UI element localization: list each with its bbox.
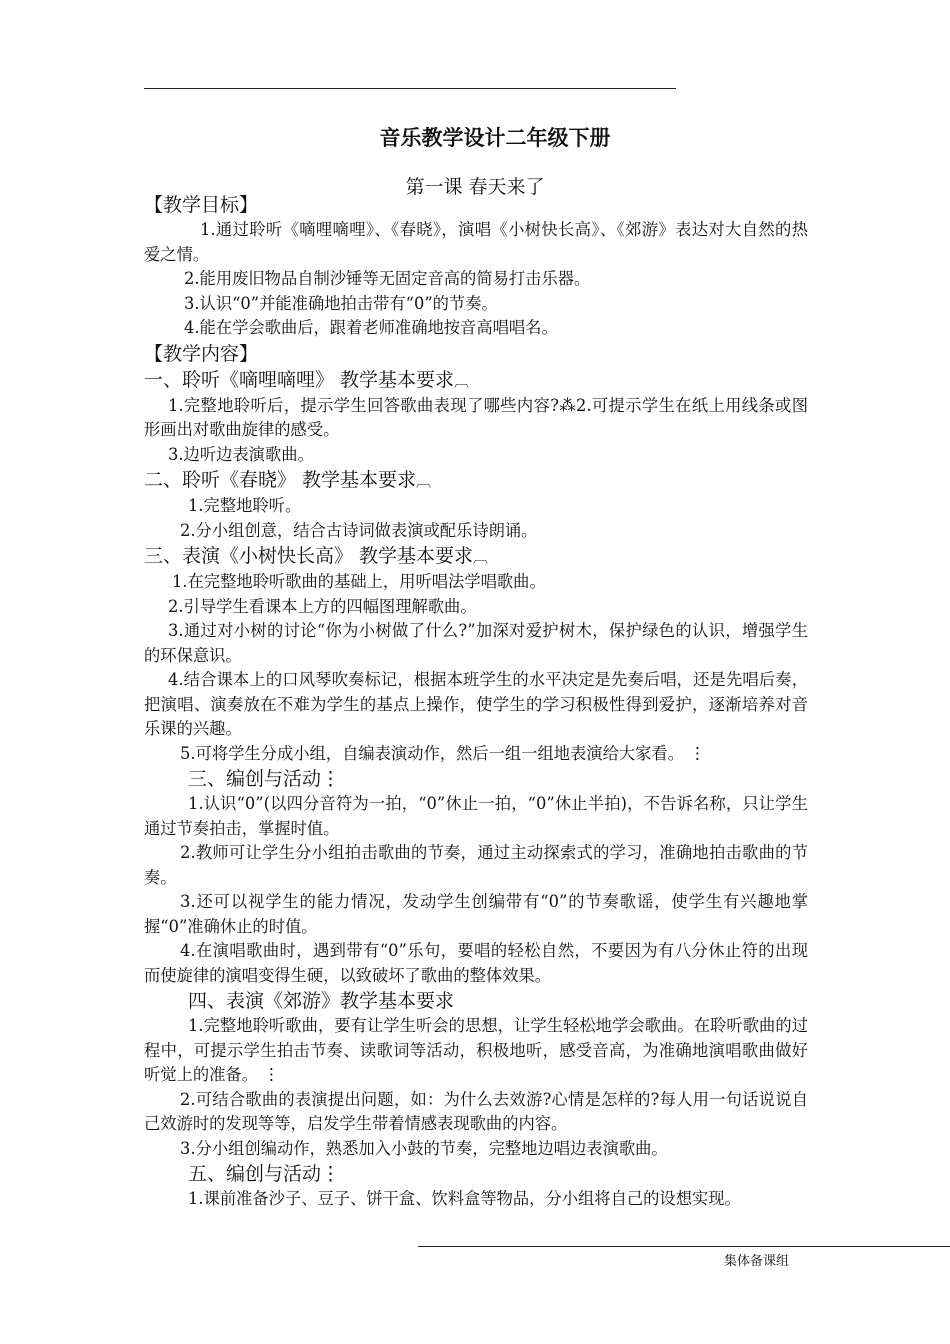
section-heading-text: 四、表演《郊游》教学基本要求 xyxy=(188,990,455,1012)
paragraph: 1.在完整地聆听歌曲的基础上，用听唱法学唱歌曲。 xyxy=(172,572,546,591)
document-body xyxy=(144,192,808,1212)
heading-mark: ︹ xyxy=(473,548,489,566)
paragraph: 4.结合课本上的口风琴吹奏标记，根据本班学生的水平决定是先奏后唱，还是先唱后奏，把演唱、演奏放在不难为学生的基点上操作，使学生的学习积极性得到爱护，逐渐培养对音乐课的兴趣。 xyxy=(144,670,808,738)
paragraph: 2.教师可让学生分小组拍击歌曲的节奏，通过主动探索式的学习，准确地拍击歌曲的节奏。 xyxy=(144,843,808,887)
paragraph: 1.通过聆听《嘀哩嘀哩》、《春晓》，演唱《小树快长高》、《郊游》表达对大自然的热爱之情。 xyxy=(144,220,808,264)
section-heading-text: 三、表演《小树快长高》 教学基本要求 xyxy=(144,545,474,567)
lesson-title: 第一课 春天来了 xyxy=(405,176,545,198)
paragraph: 1.完整地聆听歌曲，要有让学生听会的思想，让学生轻松地学会歌曲。在聆听歌曲的过程中，可提示学生拍击节奏、读歌词等活动，积极地听，感受音高，为准确地演唱歌曲做好听觉上的准备。 ⋮ xyxy=(144,1016,808,1084)
header-rule xyxy=(144,88,676,89)
paragraph: 4.能在学会歌曲后，跟着老师准确地按音高唱唱名。 xyxy=(184,318,558,337)
section-heading xyxy=(144,543,808,570)
document-title: 音乐教学设计二年级下册 xyxy=(379,125,611,150)
section-heading xyxy=(144,988,808,1014)
heading-mark: ︹ xyxy=(454,371,470,390)
paragraph: 3.通过对小树的讨论“你为小树做了什么?”加深对爱护树木，保护绿色的认识，增强学生的环保意识。 xyxy=(144,621,808,665)
section-heading-text: 一、聆听《嘀哩嘀哩》 教学基本要求 xyxy=(144,368,455,391)
paragraph: 2.引导学生看课本上方的四幅图理解歌曲。 xyxy=(168,596,477,616)
paragraph: 2.分小组创意，结合古诗词做表演或配乐诗朗诵。 xyxy=(180,520,538,540)
section-heading xyxy=(144,367,808,394)
paragraph: 3.边听边表演歌曲。 xyxy=(168,444,314,464)
paragraph: 5.可将学生分成小组，自编表演动作，然后一组一组地表演给大家看。 ⋮ xyxy=(180,743,706,763)
section-heading-text: 【教学内容】 xyxy=(144,342,259,365)
paragraph: 4.在演唱歌曲时，遇到带有“0”乐句，要唱的轻松自然，不要因为有八分休止符的出现而使旋律的演唱变得生硬，以致破坏了歌曲的整体效果。 xyxy=(144,941,808,985)
paragraph: 1.认识“0”(以四分音符为一拍，“0”休止一拍，“0”休止半拍)，不告诉名称，只让学生通过节奏拍击，掌握时值。 xyxy=(144,794,808,838)
section-heading xyxy=(144,341,808,367)
paragraph: 3.还可以视学生的能力情况，发动学生创编带有“0”的节奏歌谣，使学生有兴趣地掌握“0”准确休止的时值。 xyxy=(144,892,808,936)
paragraph: 1.课前准备沙子、豆子、饼干盒、饮料盒等物品，分小组将自己的设想实现。 xyxy=(188,1189,741,1208)
paragraph: 2.能用废旧物品自制沙锤等无固定音高的简易打击乐器。 xyxy=(184,269,591,288)
section-heading-text: 二、聆听《春晓》 教学基本要求 xyxy=(144,469,417,491)
section-heading xyxy=(144,1161,808,1187)
footer-label: 集体备课组 xyxy=(724,1254,790,1269)
section-heading-text: 五、编创与活动⋮ xyxy=(188,1163,341,1185)
section-heading xyxy=(144,766,808,792)
paragraph: 1.完整地聆听后，提示学生回答歌曲表现了哪些内容?⁂2.可提示学生在纸上用线条或图形画出对歌曲旋律的感受。 xyxy=(144,395,808,439)
paragraph: 3.认识“0”并能准确地拍击带有“0”的节奏。 xyxy=(184,293,498,313)
section-heading xyxy=(144,467,808,494)
section-heading xyxy=(144,192,808,218)
paragraph: 2.可结合歌曲的表演提出问题，如：为什么去效游?心情是怎样的?每人用一句话说说自己效游时的发现等等，启发学生带着情感表现歌曲的内容。 xyxy=(144,1089,808,1133)
section-heading-text: 【教学目标】 xyxy=(144,194,259,216)
footer-rule xyxy=(418,1246,950,1247)
paragraph: 3.分小组创编动作，熟悉加入小鼓的节奏，完整地边唱边表演歌曲。 xyxy=(180,1138,668,1158)
paragraph: 1.完整地聆听。 xyxy=(188,496,302,515)
section-heading-text: 三、编创与活动⋮ xyxy=(188,768,341,790)
heading-mark: ︹ xyxy=(416,472,432,490)
